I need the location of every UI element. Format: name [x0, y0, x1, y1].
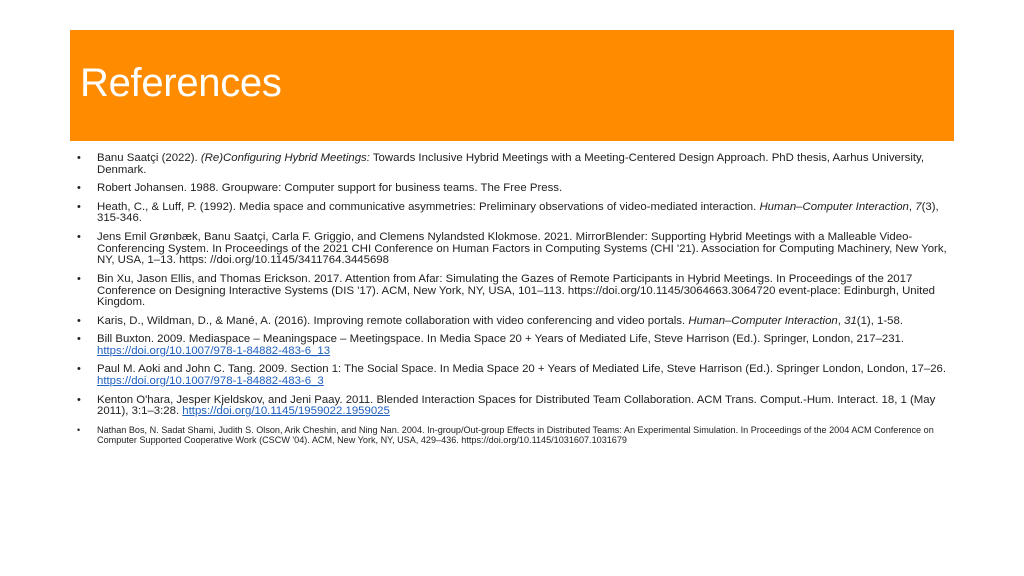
reference-text: (3), 315-346. [97, 200, 939, 225]
bullet-icon: • [77, 333, 81, 346]
journal-title-italic: Human–Computer Interaction [759, 200, 909, 213]
reference-text: Robert Johansen. 1988. Groupware: Computer support for business teams. The Free Press. [97, 182, 563, 195]
reference-item [75, 334, 955, 358]
reference-text: Nathan Bos, N. Sadat Shami, Judith S. Olson, Arik Cheshin, and Ning Nan. 2004. In-group/Out-group Effects in Distributed Teams: An Experimental Simulation. In Proceedings of the 2004 ACM Conference on Computer Supported Cooperative Work (CSCW '04). ACM, New York, NY, USA, 429–436. https://doi.org/10.1145/1031607.1031679 [97, 424, 934, 446]
reference-title-italic: (Re)Configuring Hybrid Meetings: [200, 152, 370, 164]
reference-text: Towards Inclusive Hybrid Meetings with a Meeting-Centered Design Approach. PhD thesis, Aarhus University, Denmark. [97, 152, 925, 176]
reference-item [75, 425, 955, 446]
reference-list [75, 153, 955, 452]
reference-text: Bill Buxton. 2009. Mediaspace – Meaningspace – Meetingspace. In Media Space 20 + Years of Mediated Life, Steve Harrison (Ed.). Springer, London, 217–231. [97, 333, 905, 346]
doi-link[interactable]: https://doi.org/10.1007/978-1-84882-483-6_3 [97, 375, 324, 388]
volume-italic: 31 [844, 314, 857, 327]
doi-link[interactable]: https://doi.org/10.1145/1959022.1959025 [182, 405, 390, 418]
bullet-icon: • [77, 424, 81, 435]
reference-item [75, 395, 955, 419]
bullet-icon: • [77, 363, 81, 376]
reference-item [75, 316, 955, 328]
bullet-icon: • [77, 393, 81, 406]
title-banner [70, 30, 954, 141]
reference-text: Heath, C., & Luff, P. (1992). Media space and communicative asymmetries: Preliminary observations of video-mediated interaction. [97, 200, 760, 213]
reference-text: Karis, D., Wildman, D., & Mané, A. (2016). Improving remote collaboration with video conferencing and video portals. [97, 314, 689, 327]
bullet-icon: • [77, 230, 81, 243]
doi-link[interactable]: https://doi.org/10.1007/978-1-84882-483-6_13 [97, 344, 331, 357]
reference-text: Paul M. Aoki and John C. Tang. 2009. Section 1: The Social Space. In Media Space 20 + Years of Mediated Life, Steve Harrison (Ed.). Springer London, London, 17–26. [97, 363, 947, 376]
reference-text: Jens Emil Grønbæk, Banu Saatçi, Carla F. Griggio, and Clemens Nylandsted Klokmose. 2021. MirrorBlender: Supporting Hybrid Meetings with a Malleable Video-Conferencing System. In Proceedings of the 2021 CHI Conference on Human Factors in Computing Systems (CHI '21). Association for Computing Machinery, New York, NY, USA, 1–13. https: //doi.org/10.1145/3411764.3445698 [97, 230, 947, 267]
reference-text: (1), 1-58. [856, 314, 903, 327]
bullet-icon: • [77, 272, 81, 285]
reference-text: Kenton O'hara, Jesper Kjeldskov, and Jeni Paay. 2011. Blended Interaction Spaces for Distributed Team Collaboration. ACM Trans. Comput.-Hum. Interact. 18, 1 (May 2011), 3:1–3:28. [97, 393, 936, 418]
bullet-icon: • [77, 314, 81, 327]
reference-item [75, 183, 955, 195]
bullet-icon: • [77, 182, 81, 195]
page-title: References [80, 61, 282, 105]
reference-text: , [837, 314, 845, 327]
reference-text: , [908, 200, 916, 213]
reference-text: Banu Saatçi (2022). [97, 152, 201, 164]
reference-text: Bin Xu, Jason Ellis, and Thomas Erickson. 2017. Attention from Afar: Simulating the Gazes of Remote Participants in Hybrid Meetings. In Proceedings of the 2017 Conference on Designing Interactive Systems (DIS '17). ACM, New York, NY, USA, 101–113. https://doi.org/10.1145/3064663.3064720 event-place: Edinburgh, United Kingdom. [97, 272, 935, 309]
bullet-icon: • [77, 200, 81, 213]
reference-item [75, 274, 955, 309]
journal-title-italic: Human–Computer Interaction [688, 314, 838, 327]
reference-item [75, 232, 955, 267]
bullet-icon: • [77, 152, 81, 164]
volume-italic: 7 [915, 200, 922, 213]
reference-item [75, 364, 955, 388]
reference-item [75, 153, 955, 177]
reference-item [75, 202, 955, 226]
